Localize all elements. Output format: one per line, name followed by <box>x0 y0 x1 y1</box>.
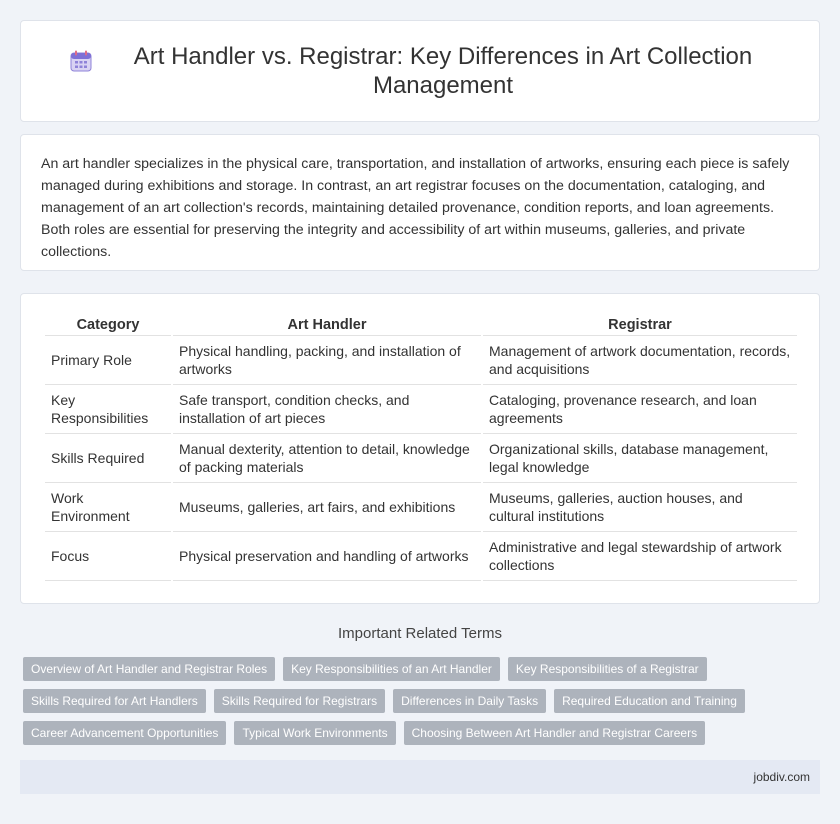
table-row <box>45 434 797 483</box>
related-term-tag[interactable]: Key Responsibilities of an Art Handler <box>283 657 500 681</box>
footer-site-link[interactable]: jobdiv.com <box>753 770 810 784</box>
table-row <box>45 336 797 385</box>
related-term-tag[interactable]: Required Education and Training <box>554 689 745 713</box>
footer <box>20 760 820 794</box>
table-row <box>45 532 797 581</box>
related-terms-tags <box>23 657 823 753</box>
header-category: Category <box>45 314 171 336</box>
header-registrar: Registrar <box>483 314 797 336</box>
cell-art-handler: Museums, galleries, art fairs, and exhibitions <box>173 483 481 532</box>
cell-category: Focus <box>45 532 171 581</box>
cell-registrar: Cataloging, provenance research, and loan agreements <box>483 385 797 434</box>
tag-row <box>23 721 823 745</box>
cell-art-handler: Physical preservation and handling of artworks <box>173 532 481 581</box>
cell-category: Primary Role <box>45 336 171 385</box>
related-term-tag[interactable]: Choosing Between Art Handler and Registrar Careers <box>404 721 705 745</box>
intro-text: An art handler specializes in the physical care, transportation, and installation of artworks, ensuring each piece is safely managed during exhibitions and storage. In contrast, an art registrar focuses on the documentation, cataloging, and management of an art collection's records, maintaining detailed provenance, condition reports, and loan agreements. Both roles are essential for preserving the integrity and accessibility of art within museums, galleries, and private collections. <box>41 156 790 260</box>
title-wrap <box>70 42 770 100</box>
tag-row <box>23 657 823 681</box>
cell-registrar: Administrative and legal stewardship of artwork collections <box>483 532 797 581</box>
title-card <box>20 20 820 122</box>
table-header-row <box>45 314 797 336</box>
cell-category: Key Responsibilities <box>45 385 171 434</box>
related-term-tag[interactable]: Differences in Daily Tasks <box>393 689 546 713</box>
page-title: Art Handler vs. Registrar: Key Differences in Art Collection Management <box>133 43 753 99</box>
related-term-tag[interactable]: Overview of Art Handler and Registrar Roles <box>23 657 275 681</box>
calendar-icon <box>70 50 92 72</box>
related-term-tag[interactable]: Skills Required for Registrars <box>214 689 385 713</box>
cell-category: Skills Required <box>45 434 171 483</box>
table-row <box>45 483 797 532</box>
table-row <box>45 385 797 434</box>
cell-registrar: Management of artwork documentation, records, and acquisitions <box>483 336 797 385</box>
comparison-card <box>20 293 820 604</box>
related-term-tag[interactable]: Key Responsibilities of a Registrar <box>508 657 707 681</box>
tag-row <box>23 689 823 713</box>
header-art-handler: Art Handler <box>173 314 481 336</box>
cell-category: Work Environment <box>45 483 171 532</box>
cell-registrar: Museums, galleries, auction houses, and cultural institutions <box>483 483 797 532</box>
cell-art-handler: Physical handling, packing, and installation of artworks <box>173 336 481 385</box>
intro-card <box>20 134 820 271</box>
related-term-tag[interactable]: Typical Work Environments <box>234 721 395 745</box>
related-term-tag[interactable]: Career Advancement Opportunities <box>23 721 226 745</box>
related-terms-title: Important Related Terms <box>338 625 502 642</box>
related-term-tag[interactable]: Skills Required for Art Handlers <box>23 689 206 713</box>
cell-registrar: Organizational skills, database management, legal knowledge <box>483 434 797 483</box>
cell-art-handler: Safe transport, condition checks, and installation of art pieces <box>173 385 481 434</box>
comparison-table <box>43 314 799 581</box>
cell-art-handler: Manual dexterity, attention to detail, knowledge of packing materials <box>173 434 481 483</box>
